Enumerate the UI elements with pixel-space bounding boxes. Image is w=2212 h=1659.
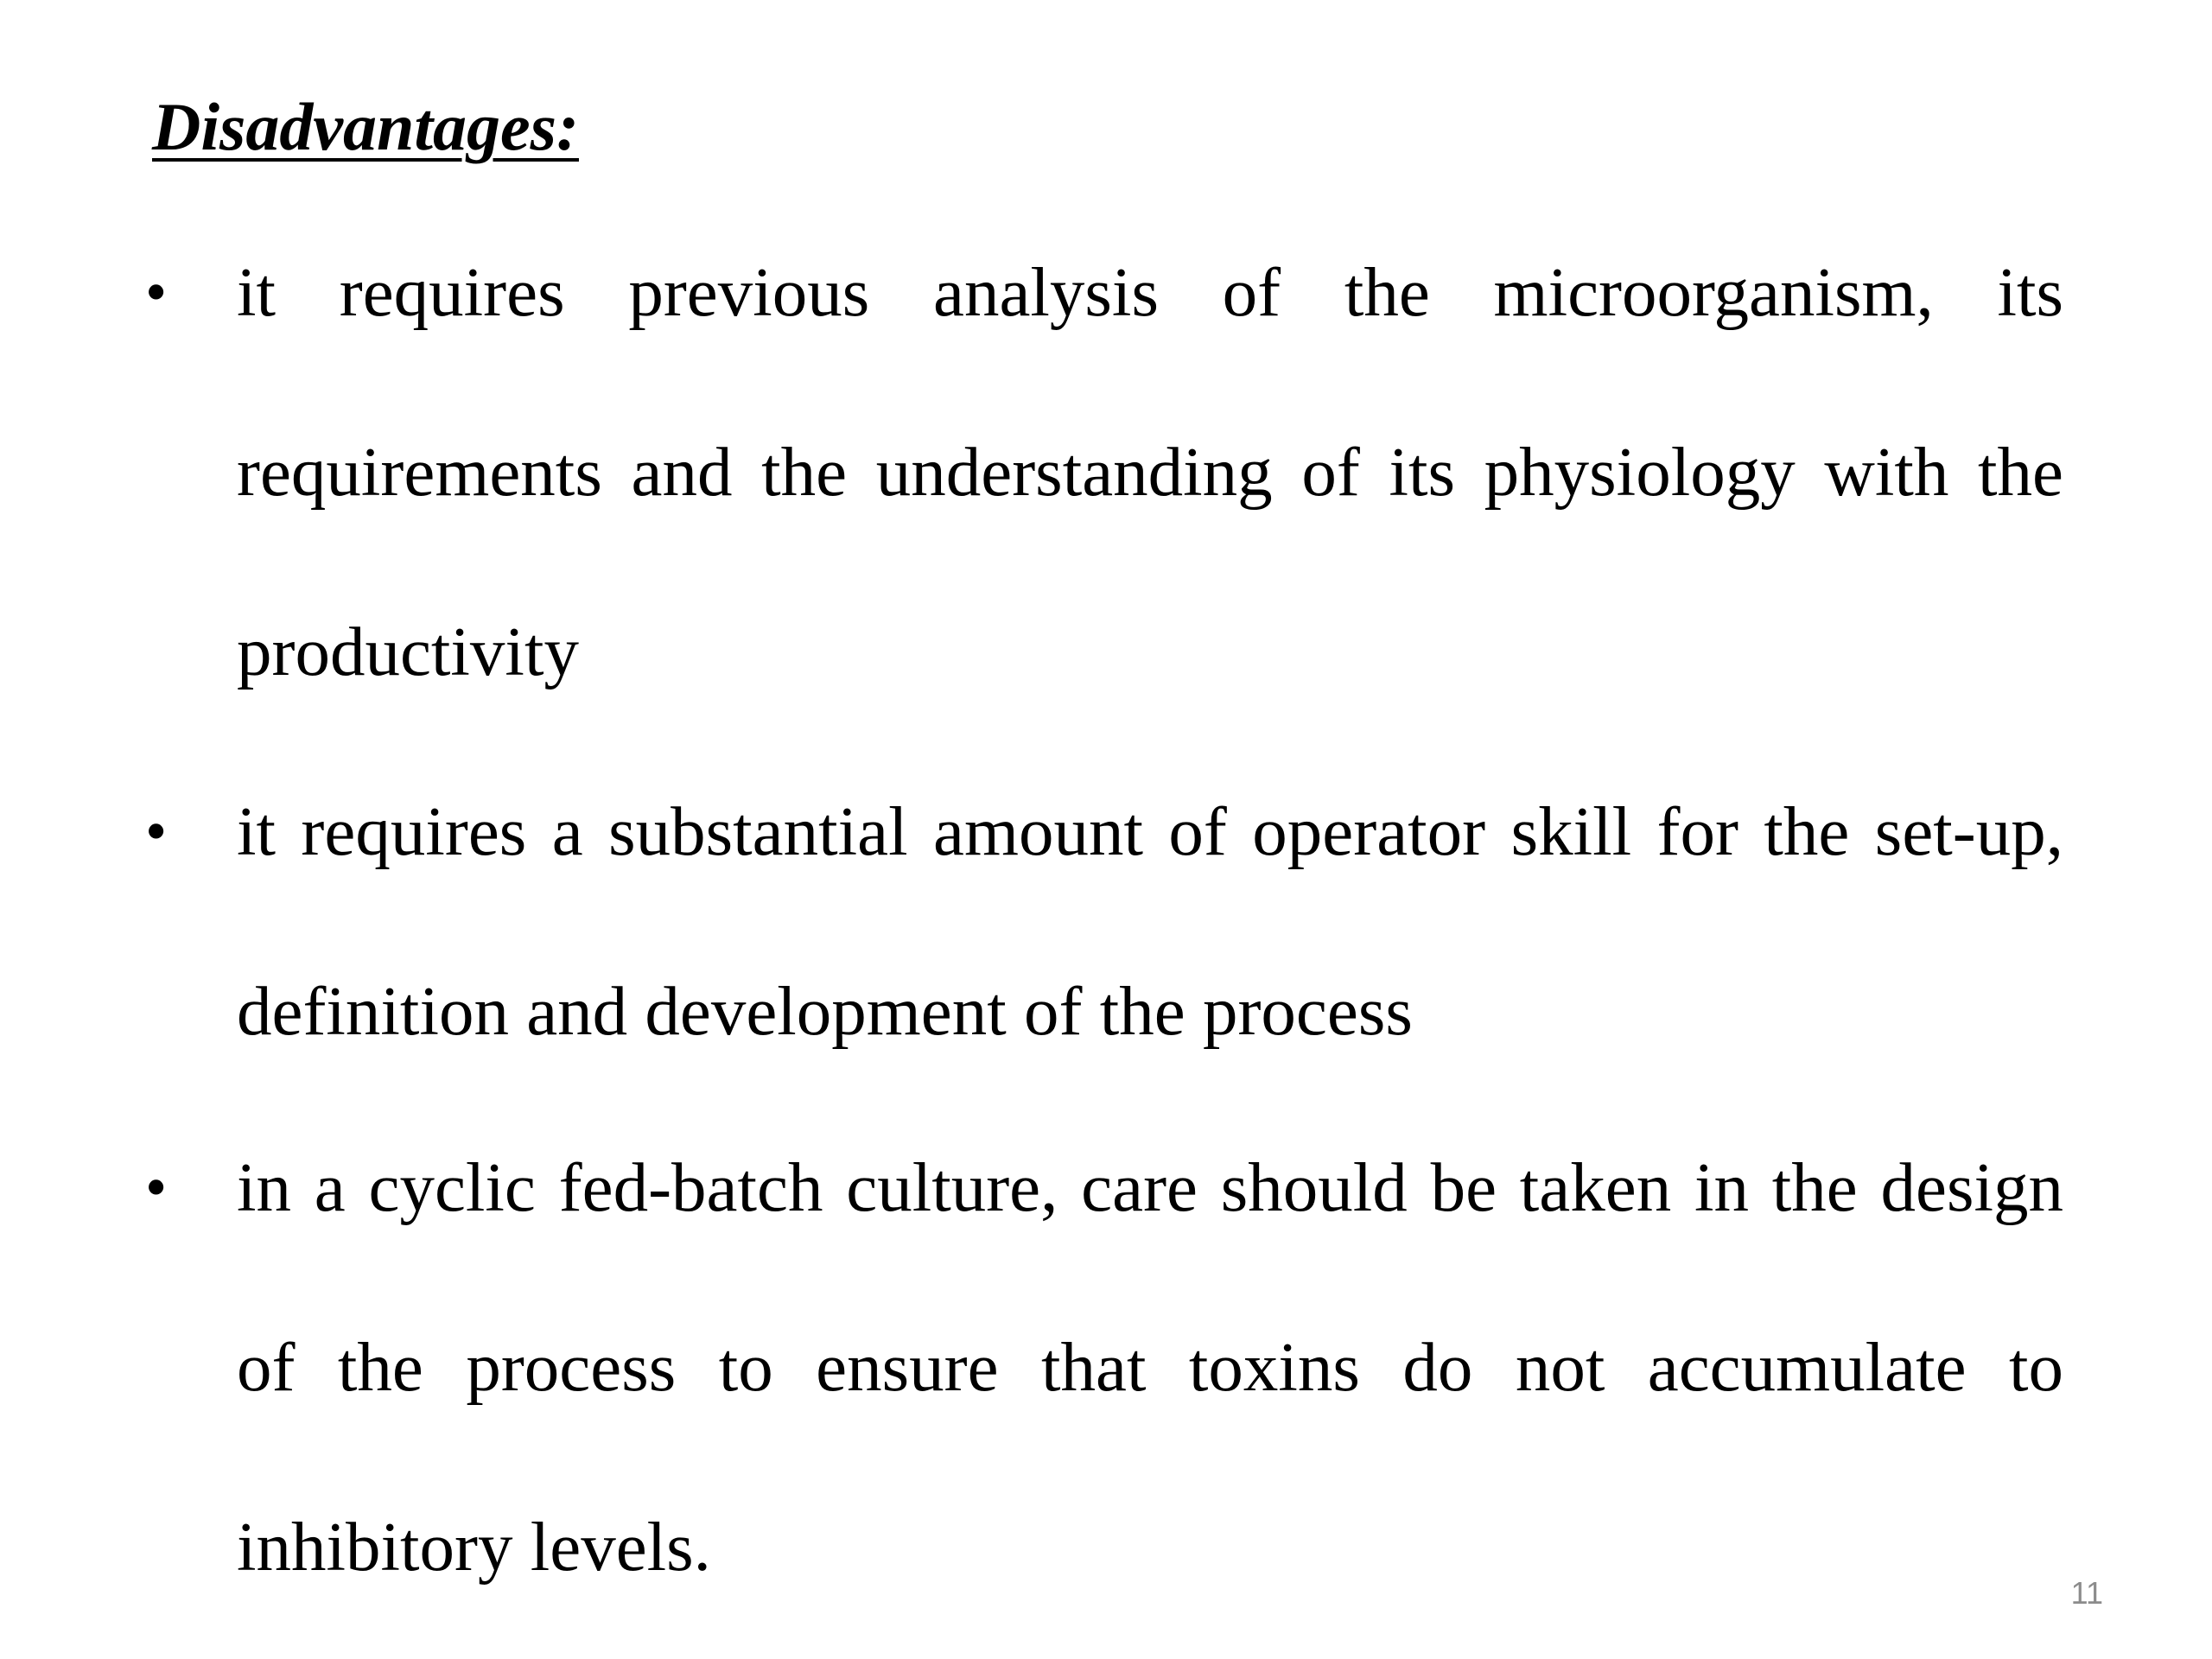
bullet-text: it requires previous analysis of the microorganism, its requirements and the understanding of its physiology with the productivity [237,253,2063,690]
slide-number: 11 [2070,1575,2103,1611]
bullet-text: it requires a substantial amount of operator skill for the set-up, definition and development of the process [237,792,2063,1050]
bullet-dot-icon: • [145,1153,168,1222]
bullet-dot-icon: • [145,797,168,866]
bullet-text: in a cyclic fed-batch culture, care should be taken in the design of the process to ensure that toxins do not accumulate to inhibitory levels. [237,1148,2063,1586]
bullet-dot-icon: • [145,257,168,327]
slide-title: Disadvantages: [152,89,579,164]
